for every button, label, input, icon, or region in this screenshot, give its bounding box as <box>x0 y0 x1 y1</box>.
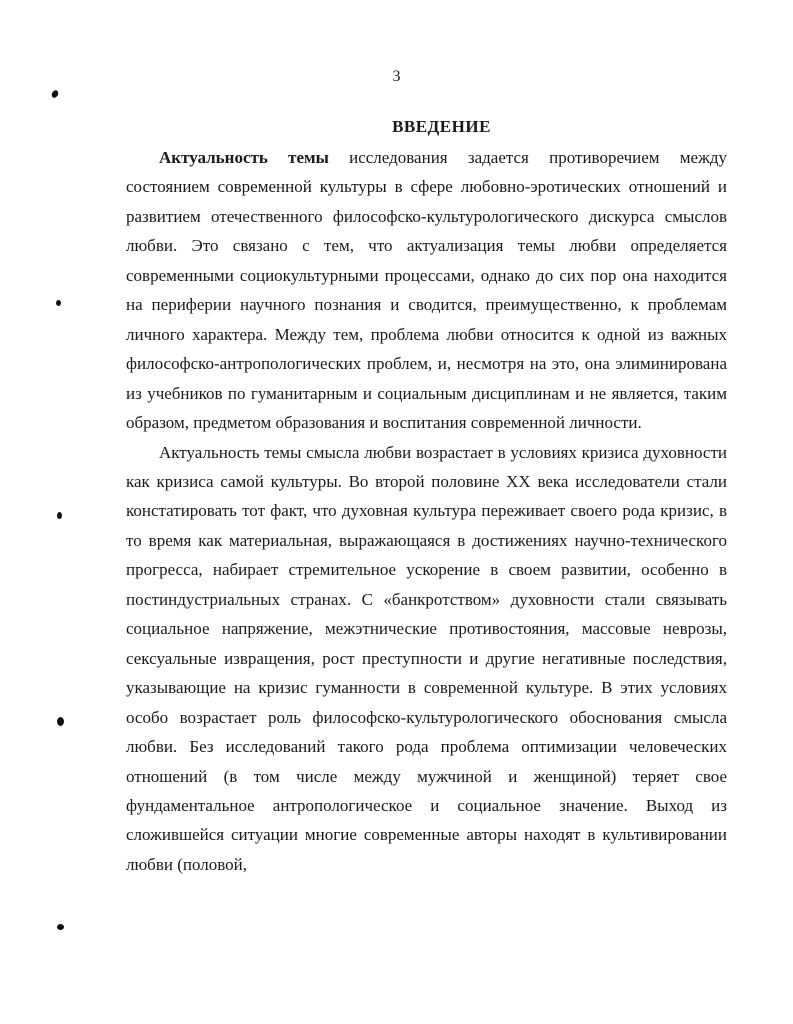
scan-mark <box>57 924 64 930</box>
page-number: 3 <box>392 68 401 85</box>
body-text <box>126 143 727 879</box>
paragraph-crisis <box>126 438 727 880</box>
paragraph-lead: Актуальность темы <box>159 148 329 167</box>
scan-mark <box>56 300 61 306</box>
paragraph-text: исследования задается противоречием между состоянием современной культуры в сфере любовно-эротических отношений и развитием отечественного философско-культурологического дискурса смыслов любви. Это связано с тем, что актуализация темы любви определяется современными социокультурными процессами, однако до сих пор она находится на периферии научного познания и сводится, преимущественно, к проблемам личного характера. Между тем, проблема любви относится к одной из важных философско-антропологических проблем, и, несмотря на это, она элиминирована из учебников по гуманитарным и социальным дисциплинам и не является, таким образом, предметом образования и воспитания современной личности. <box>126 148 727 433</box>
scan-mark <box>50 89 59 99</box>
scan-mark <box>57 717 64 726</box>
paragraph-relevance <box>126 143 727 438</box>
paragraph-text: Актуальность темы смысла любви возрастает в условиях кризиса духовности как кризиса самой культуры. Во второй половине XX века исследователи стали констатировать тот факт, что духовная культура переживает своего рода кризис, в то время как материальная, выражающаяся в достижениях научно-технического прогресса, набирает стремительное ускорение в своем развитии, особенно в постиндустриальных странах. С «банкротством» духовности стали связывать социальное напряжение, межэтнические противостояния, массовые неврозы, сексуальные извращения, рост преступности и другие негативные последствия, указывающие на кризис гуманности в современной культуре. В этих условиях особо возрастает роль философско-культурологического обоснования смысла любви. Без исследований такого рода проблема оптимизации человеческих отношений (в том числе между мужчиной и женщиной) теряет свое фундаментальное антропологическое и социальное значение. Выход из сложившейся ситуации многие современные авторы находят в культивировании любви (половой, <box>126 442 727 874</box>
scan-mark <box>57 512 62 519</box>
section-heading: ВВЕДЕНИЕ <box>392 117 491 136</box>
